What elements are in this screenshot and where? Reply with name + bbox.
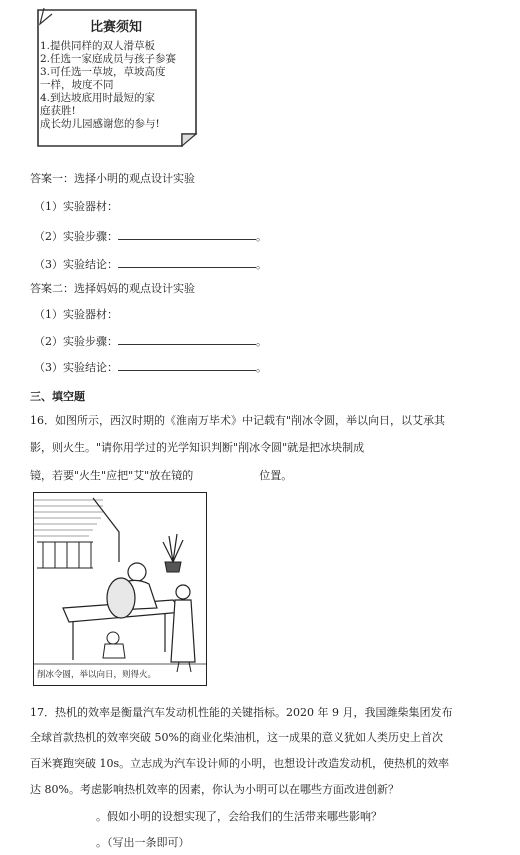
plan1-conclusion-label: （3）实验结论： <box>34 258 118 271</box>
notice-rule: 成长幼儿园感谢您的参与! <box>40 118 160 130</box>
plan2-heading: 答案二：选择妈妈的观点设计实验 <box>30 282 195 295</box>
q16-line-3 <box>30 468 292 483</box>
notice-rule: 1.提供同样的双人滑草板 <box>40 40 156 52</box>
notice-rule: 3.可任选一草坡，草坡高度 <box>40 66 166 78</box>
q17-line: 。假如小明的设想实现了，会给我们的生活带来哪些影响？ <box>96 810 382 823</box>
answer-blank[interactable] <box>118 360 256 371</box>
notice-rule: 2.任选一家庭成员与孩子参赛 <box>40 53 177 65</box>
answer-blank[interactable] <box>118 257 256 268</box>
answer-blank[interactable] <box>193 468 259 479</box>
illustration-drawing <box>33 492 207 686</box>
answer-blank[interactable] <box>118 334 256 345</box>
q17-line: 17．热机的效率是衡量汽车发动机性能的关键指标。2020 年 9 月，我国潍柴集团发布 <box>30 706 453 719</box>
q16-text: 镜，若要"火生"应把"艾"放在镜的 <box>30 469 194 482</box>
illustration-caption: 削冰令圆，举以向日，则得火。 <box>37 670 157 680</box>
q16-line: 16．如图所示，西汉时期的《淮南万毕术》中记载有"削冰令圆，举以向日，以艾承其 <box>30 414 446 427</box>
plan1-steps-label: （2）实验步骤： <box>34 230 118 243</box>
q17-line: 达 80%。考虑影响热机效率的因素，你认为小明可以在哪些方面改进创新？ <box>30 783 399 796</box>
plan2-conclusion-row: （3）实验结论： 。 <box>34 361 267 374</box>
plan1-heading: 答案一：选择小明的观点设计实验 <box>30 172 195 185</box>
plan1-steps-row: （2）实验步骤： 。 <box>34 230 267 243</box>
notice-card <box>30 6 202 150</box>
section-heading: 三、填空题 <box>30 390 85 403</box>
plan2-steps-label: （2）实验步骤： <box>34 335 118 348</box>
ice-lens-illustration <box>33 492 207 686</box>
plan2-steps-row: （2）实验步骤： 。 <box>34 335 267 348</box>
q17-line: 。（写出一条即可） <box>96 836 190 849</box>
plan1-equipment-label: （1）实验器材： <box>34 200 118 213</box>
notice-title: 比赛须知 <box>89 20 142 35</box>
q16-text: 位置。 <box>259 469 293 482</box>
q17-line: 全球首款热机的效率突破 50%的商业化柴油机，这一成果的意义犹如人类历史上首次 <box>30 731 443 744</box>
plan1-conclusion-row: （3）实验结论： 。 <box>34 258 267 271</box>
notice-rule: 庭获胜! <box>40 105 76 117</box>
plan2-conclusion-label: （3）实验结论： <box>34 361 118 374</box>
answer-blank[interactable] <box>118 229 256 240</box>
notice-rule: 4.到达坡底用时最短的家 <box>40 92 156 104</box>
q16-line: 影，则火生。"请你用学过的光学知识判断"削冰令圆"就是把冰块制成 <box>30 441 365 454</box>
q17-line: 百米赛跑突破 10s。立志成为汽车设计师的小明，也想设计改造发动机，使热机的效率 <box>30 757 450 770</box>
notice-rule: 一样，坡度不同 <box>40 79 114 91</box>
plan2-equipment-label: （1）实验器材： <box>34 308 118 321</box>
